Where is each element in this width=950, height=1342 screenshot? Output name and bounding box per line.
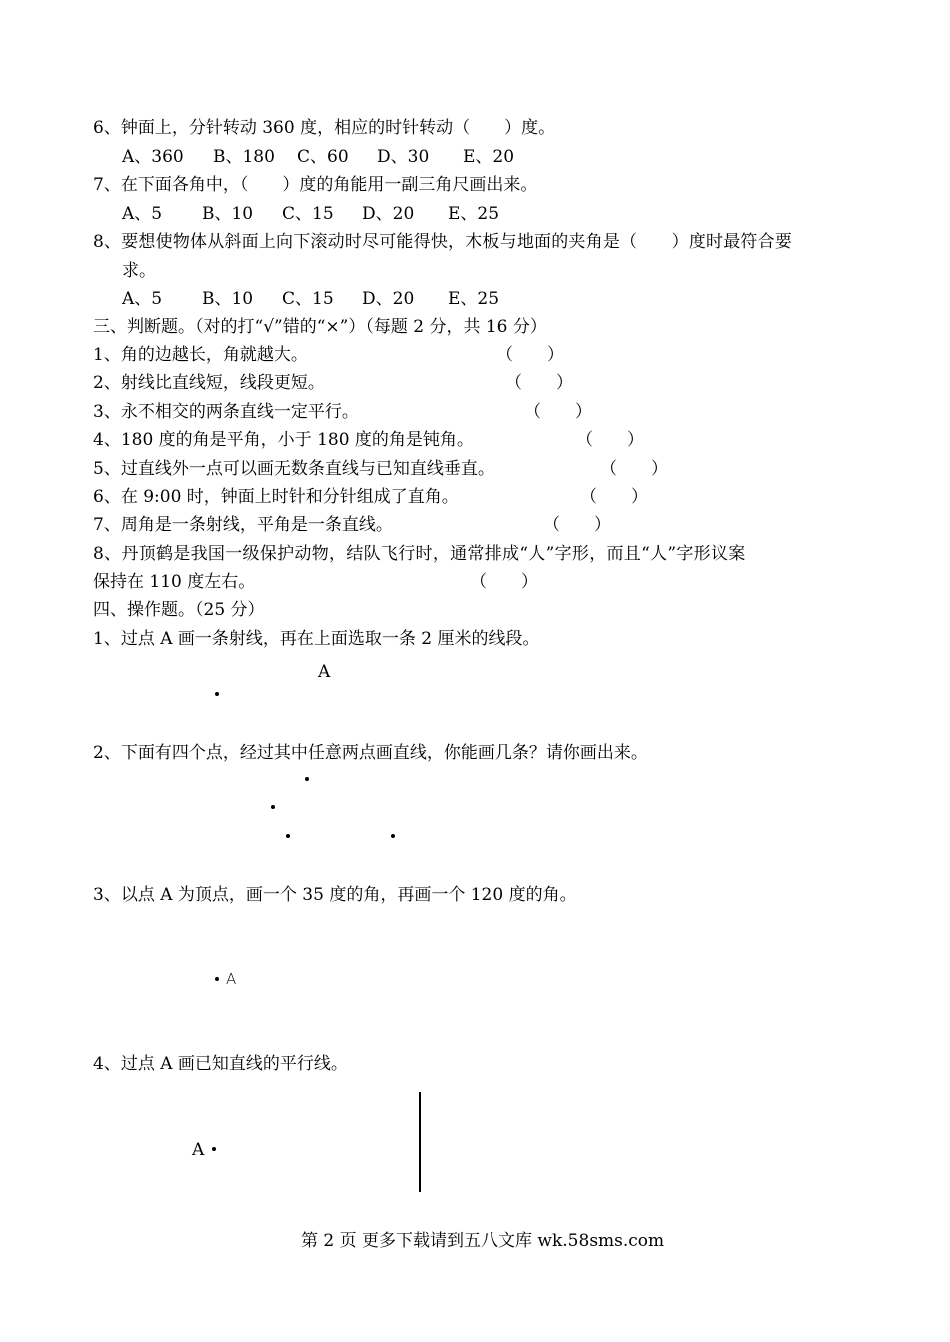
point-a-dot <box>215 977 219 981</box>
point-label-a: A <box>226 970 237 988</box>
option: C、60 <box>297 147 349 167</box>
option: C、15 <box>282 204 334 224</box>
op-q3: 3、以点 A 为顶点，画一个 35 度的角，再画一个 120 度的角。 <box>93 885 577 905</box>
answer-paren: （ ） <box>576 430 644 450</box>
point-dot <box>286 834 290 838</box>
point-label-a: A <box>318 662 331 682</box>
option: A、5 <box>122 289 163 309</box>
option: B、10 <box>202 289 254 309</box>
judge-item-5: 5、过直线外一点可以画无数条直线与已知直线垂直。 <box>93 459 495 479</box>
option: E、20 <box>463 147 515 167</box>
choice-q6: 6、钟面上，分针转动 360 度，相应的时针转动（ ）度。 <box>93 118 556 138</box>
option: E、25 <box>448 289 500 309</box>
choice-q6-options <box>122 146 514 168</box>
answer-paren: （ ） <box>505 373 573 393</box>
answer-paren: （ ） <box>524 402 592 422</box>
choice-q8-line2: 求。 <box>122 261 156 281</box>
answer-paren: （ ） <box>600 459 668 479</box>
judge-item-3: 3、永不相交的两条直线一定平行。 <box>93 402 359 422</box>
point-dot <box>391 834 395 838</box>
answer-paren: （ ） <box>543 515 611 535</box>
point-label-a: A <box>192 1140 205 1160</box>
answer-paren: （ ） <box>470 572 538 592</box>
point-a-dot <box>215 692 219 696</box>
choice-q7: 7、在下面各角中，（ ）度的角能用一副三角尺画出来。 <box>93 175 538 195</box>
given-line <box>419 1092 421 1192</box>
option: D、20 <box>362 204 415 224</box>
option: D、30 <box>377 147 430 167</box>
option: A、5 <box>122 204 163 224</box>
judge-item-6: 6、在 9:00 时，钟面上时针和分针组成了直角。 <box>93 487 459 507</box>
choice-q8-options <box>122 288 499 310</box>
judge-item-1: 1、角的边越长，角就越大。 <box>93 345 308 365</box>
option: B、180 <box>213 147 275 167</box>
op-q1: 1、过点 A 画一条射线，再在上面选取一条 2 厘米的线段。 <box>93 629 540 649</box>
judge-item-4: 4、180 度的角是平角，小于 180 度的角是钝角。 <box>93 430 474 450</box>
judge-item-2: 2、射线比直线短，线段更短。 <box>93 373 325 393</box>
answer-paren: （ ） <box>580 487 648 507</box>
point-dot <box>305 777 309 781</box>
page-footer: 第 2 页 更多下载请到五八文库 wk.58sms.com <box>301 1231 665 1251</box>
judge-item-8-line2: 保持在 110 度左右。 <box>93 572 256 592</box>
option: B、10 <box>202 204 254 224</box>
option: C、15 <box>282 289 334 309</box>
choice-q8: 8、要想使物体从斜面上向下滚动时尽可能得快，木板与地面的夹角是（ ）度时最符合要 <box>93 232 793 252</box>
judge-item-8: 8、丹顶鹤是我国一级保护动物，结队飞行时，通常排成“人”字形，而且“人”字形议案 <box>93 544 746 564</box>
answer-paren: （ ） <box>496 345 564 365</box>
option: D、20 <box>362 289 415 309</box>
section3-title: 三、判断题。（对的打“√”错的“×”）（每题 2 分，共 16 分） <box>93 317 547 337</box>
op-q2: 2、下面有四个点，经过其中任意两点画直线，你能画几条？请你画出来。 <box>93 743 648 763</box>
judge-item-7: 7、周角是一条射线，平角是一条直线。 <box>93 515 393 535</box>
option: E、25 <box>448 204 500 224</box>
point-a-dot <box>212 1147 216 1151</box>
section4-title: 四、操作题。（25 分） <box>93 600 265 620</box>
point-dot <box>271 805 275 809</box>
op-q4: 4、过点 A 画已知直线的平行线。 <box>93 1054 348 1074</box>
option: A、360 <box>122 147 184 167</box>
choice-q7-options <box>122 203 499 225</box>
